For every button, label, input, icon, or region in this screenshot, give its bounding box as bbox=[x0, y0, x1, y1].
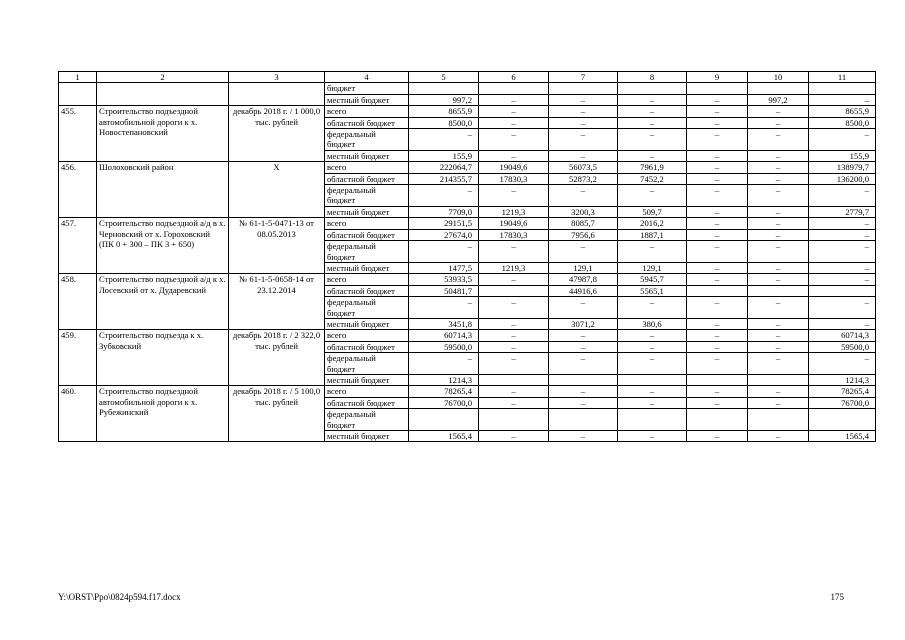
value-cell: 1887,1 bbox=[618, 229, 687, 240]
empty-cell bbox=[97, 83, 229, 106]
value-cell: 8085,7 bbox=[549, 218, 618, 229]
value-cell: 7956,6 bbox=[549, 229, 618, 240]
value-cell bbox=[549, 83, 618, 94]
budget-source-label: областной бюджет bbox=[325, 341, 409, 352]
value-cell: – bbox=[687, 229, 748, 240]
budget-source-label: местный бюджет bbox=[325, 318, 409, 329]
value-cell bbox=[618, 374, 687, 385]
value-cell: – bbox=[748, 241, 809, 263]
value-cell bbox=[748, 374, 809, 385]
value-cell: – bbox=[687, 150, 748, 161]
col-num-11: 11 bbox=[809, 72, 876, 83]
value-cell: 8655,9 bbox=[809, 106, 876, 117]
value-cell: – bbox=[618, 431, 687, 442]
value-cell: – bbox=[809, 94, 876, 105]
value-cell: – bbox=[409, 353, 479, 375]
col-num-4: 4 bbox=[325, 72, 409, 83]
value-cell: – bbox=[549, 106, 618, 117]
value-cell: – bbox=[809, 129, 876, 151]
value-cell bbox=[479, 374, 549, 385]
value-cell: – bbox=[549, 397, 618, 408]
budget-source-label: областной бюджет bbox=[325, 285, 409, 296]
col-num-10: 10 bbox=[748, 72, 809, 83]
value-cell: 3200,3 bbox=[549, 206, 618, 217]
table-row bbox=[59, 274, 876, 285]
value-cell: – bbox=[748, 206, 809, 217]
budget-source-label: всего bbox=[325, 162, 409, 173]
value-cell: – bbox=[479, 274, 549, 285]
entry-name: Шолоховский район bbox=[97, 162, 229, 218]
value-cell: 59500,0 bbox=[809, 341, 876, 352]
value-cell: – bbox=[809, 318, 876, 329]
budget-source-label: местный бюджет bbox=[325, 262, 409, 273]
table-body bbox=[59, 72, 876, 442]
value-cell: 19049,6 bbox=[479, 218, 549, 229]
value-cell: 1565,4 bbox=[409, 431, 479, 442]
value-cell: – bbox=[687, 397, 748, 408]
budget-source-label: местный бюджет bbox=[325, 206, 409, 217]
entry-document: Х bbox=[229, 162, 325, 218]
value-cell: – bbox=[549, 150, 618, 161]
budget-source-label: федеральный бюджет bbox=[325, 409, 409, 431]
value-cell: – bbox=[618, 241, 687, 263]
value-cell: 5945,7 bbox=[618, 274, 687, 285]
entry-document: декабрь 2018 г. / 5 100,0 тыс. рублей bbox=[229, 386, 325, 442]
col-num-2: 2 bbox=[97, 72, 229, 83]
col-num-7: 7 bbox=[549, 72, 618, 83]
budget-source-label: бюджет bbox=[325, 83, 409, 94]
value-cell: – bbox=[549, 185, 618, 207]
value-cell bbox=[687, 374, 748, 385]
budget-source-label: местный бюджет bbox=[325, 94, 409, 105]
value-cell: – bbox=[687, 318, 748, 329]
value-cell: – bbox=[479, 330, 549, 341]
value-cell: – bbox=[687, 173, 748, 184]
value-cell: 29151,5 bbox=[409, 218, 479, 229]
value-cell: 53933,5 bbox=[409, 274, 479, 285]
value-cell bbox=[479, 409, 549, 431]
value-cell bbox=[687, 83, 748, 94]
value-cell: – bbox=[748, 117, 809, 128]
entry-number: 457. bbox=[59, 218, 97, 274]
value-cell bbox=[549, 374, 618, 385]
budget-source-label: местный бюджет bbox=[325, 150, 409, 161]
entry-name: Строительство подъездной а/д к х. Лосевский от х. Дударевский bbox=[97, 274, 229, 330]
value-cell: – bbox=[479, 431, 549, 442]
column-number-row bbox=[59, 72, 876, 83]
entry-number: 456. bbox=[59, 162, 97, 218]
value-cell: – bbox=[687, 129, 748, 151]
value-cell: 997,2 bbox=[748, 94, 809, 105]
entry-number: 455. bbox=[59, 106, 97, 162]
value-cell: – bbox=[479, 94, 549, 105]
value-cell: 76700,0 bbox=[809, 397, 876, 408]
value-cell: – bbox=[618, 386, 687, 397]
value-cell: – bbox=[748, 173, 809, 184]
value-cell: 1214,3 bbox=[409, 374, 479, 385]
budget-source-label: федеральный бюджет bbox=[325, 241, 409, 263]
budget-source-label: всего bbox=[325, 386, 409, 397]
value-cell: – bbox=[748, 218, 809, 229]
value-cell: – bbox=[618, 150, 687, 161]
value-cell: – bbox=[618, 397, 687, 408]
value-cell: – bbox=[479, 129, 549, 151]
value-cell: – bbox=[748, 229, 809, 240]
col-num-1: 1 bbox=[59, 72, 97, 83]
value-cell: – bbox=[687, 431, 748, 442]
value-cell: – bbox=[748, 129, 809, 151]
budget-source-label: федеральный бюджет bbox=[325, 129, 409, 151]
table-row bbox=[59, 218, 876, 229]
value-cell: 2016,2 bbox=[618, 218, 687, 229]
value-cell: – bbox=[687, 218, 748, 229]
value-cell: 44916,6 bbox=[549, 285, 618, 296]
budget-source-label: всего bbox=[325, 274, 409, 285]
value-cell: – bbox=[618, 353, 687, 375]
value-cell: 1219,3 bbox=[479, 206, 549, 217]
value-cell: – bbox=[618, 330, 687, 341]
value-cell: – bbox=[479, 318, 549, 329]
value-cell: 129,1 bbox=[618, 262, 687, 273]
budget-source-label: федеральный бюджет bbox=[325, 353, 409, 375]
empty-cell bbox=[59, 83, 97, 106]
value-cell bbox=[549, 409, 618, 431]
value-cell: – bbox=[748, 274, 809, 285]
value-cell: 1477,5 bbox=[409, 262, 479, 273]
value-cell: 2779,7 bbox=[809, 206, 876, 217]
value-cell: – bbox=[549, 117, 618, 128]
value-cell: 129,1 bbox=[549, 262, 618, 273]
value-cell: – bbox=[479, 397, 549, 408]
value-cell: – bbox=[549, 129, 618, 151]
value-cell: – bbox=[479, 106, 549, 117]
value-cell: – bbox=[687, 341, 748, 352]
value-cell bbox=[618, 409, 687, 431]
budget-source-label: областной бюджет bbox=[325, 117, 409, 128]
value-cell: 59500,0 bbox=[409, 341, 479, 352]
entry-number: 459. bbox=[59, 330, 97, 386]
value-cell: 56073,5 bbox=[549, 162, 618, 173]
value-cell: 50481,7 bbox=[409, 285, 479, 296]
value-cell bbox=[809, 285, 876, 296]
value-cell: 997,2 bbox=[409, 94, 479, 105]
value-cell: – bbox=[809, 353, 876, 375]
table-row bbox=[59, 83, 876, 94]
page-number: 175 bbox=[830, 592, 844, 602]
entry-name: Строительство подъездной а/д в х. Черновский от х. Гороховский (ПК 0 + 300 – ПК 3 + 650) bbox=[97, 218, 229, 274]
value-cell: – bbox=[748, 330, 809, 341]
value-cell: – bbox=[809, 185, 876, 207]
entry-name: Строительство подъезда к х. Зубковский bbox=[97, 330, 229, 386]
col-num-8: 8 bbox=[618, 72, 687, 83]
value-cell: – bbox=[687, 241, 748, 263]
value-cell bbox=[479, 83, 549, 94]
value-cell: – bbox=[618, 106, 687, 117]
budget-source-label: местный бюджет bbox=[325, 431, 409, 442]
value-cell: – bbox=[618, 341, 687, 352]
value-cell: 7452,2 bbox=[618, 173, 687, 184]
value-cell: – bbox=[549, 297, 618, 319]
value-cell: 8500,0 bbox=[809, 117, 876, 128]
value-cell: – bbox=[409, 297, 479, 319]
value-cell: 509,7 bbox=[618, 206, 687, 217]
table-row bbox=[59, 386, 876, 397]
value-cell: – bbox=[748, 150, 809, 161]
value-cell: – bbox=[479, 341, 549, 352]
budget-source-label: местный бюджет bbox=[325, 374, 409, 385]
value-cell: – bbox=[409, 241, 479, 263]
value-cell: – bbox=[618, 297, 687, 319]
value-cell: 222064,7 bbox=[409, 162, 479, 173]
budget-source-label: федеральный бюджет bbox=[325, 185, 409, 207]
value-cell: – bbox=[479, 185, 549, 207]
value-cell: 380,6 bbox=[618, 318, 687, 329]
value-cell: 1214,3 bbox=[809, 374, 876, 385]
value-cell: – bbox=[687, 206, 748, 217]
col-num-3: 3 bbox=[229, 72, 325, 83]
table-row bbox=[59, 162, 876, 173]
value-cell: 27674,0 bbox=[409, 229, 479, 240]
value-cell: – bbox=[748, 386, 809, 397]
value-cell: – bbox=[687, 94, 748, 105]
value-cell: 155,9 bbox=[409, 150, 479, 161]
value-cell: – bbox=[687, 274, 748, 285]
entry-name: Строительство подъездной автомобильной дороги к х. Новостепановский bbox=[97, 106, 229, 162]
budget-source-label: областной бюджет bbox=[325, 173, 409, 184]
col-num-6: 6 bbox=[479, 72, 549, 83]
value-cell: – bbox=[687, 117, 748, 128]
value-cell: 7709,0 bbox=[409, 206, 479, 217]
entry-name: Строительство подъездной автомобильной дороги к х. Рубежинский bbox=[97, 386, 229, 442]
value-cell: – bbox=[549, 330, 618, 341]
value-cell: – bbox=[479, 353, 549, 375]
value-cell: 7961,9 bbox=[618, 162, 687, 173]
value-cell: – bbox=[687, 262, 748, 273]
value-cell: – bbox=[809, 262, 876, 273]
value-cell: – bbox=[618, 117, 687, 128]
budget-source-label: областной бюджет bbox=[325, 229, 409, 240]
value-cell bbox=[479, 285, 549, 296]
value-cell: – bbox=[687, 330, 748, 341]
budget-source-label: федеральный бюджет bbox=[325, 297, 409, 319]
value-cell: 3071,2 bbox=[549, 318, 618, 329]
value-cell: – bbox=[479, 117, 549, 128]
value-cell bbox=[687, 285, 748, 296]
value-cell: – bbox=[748, 106, 809, 117]
value-cell: 5565,1 bbox=[618, 285, 687, 296]
value-cell: – bbox=[687, 297, 748, 319]
value-cell: 17830,3 bbox=[479, 229, 549, 240]
value-cell: – bbox=[618, 94, 687, 105]
value-cell: 52873,2 bbox=[549, 173, 618, 184]
entry-document: № 61-1-5-0658-14 от 23.12.2014 bbox=[229, 274, 325, 330]
value-cell: – bbox=[549, 94, 618, 105]
value-cell bbox=[748, 409, 809, 431]
value-cell: 60714,3 bbox=[809, 330, 876, 341]
value-cell: 1219,3 bbox=[479, 262, 549, 273]
value-cell: – bbox=[549, 341, 618, 352]
value-cell bbox=[409, 83, 479, 94]
value-cell: 78265,4 bbox=[409, 386, 479, 397]
value-cell: – bbox=[479, 241, 549, 263]
value-cell: 136200,0 bbox=[809, 173, 876, 184]
col-num-5: 5 bbox=[409, 72, 479, 83]
value-cell: – bbox=[687, 106, 748, 117]
value-cell bbox=[748, 83, 809, 94]
value-cell: – bbox=[809, 229, 876, 240]
value-cell: – bbox=[409, 185, 479, 207]
value-cell: 8500,0 bbox=[409, 117, 479, 128]
value-cell: – bbox=[748, 162, 809, 173]
value-cell: 214355,7 bbox=[409, 173, 479, 184]
value-cell bbox=[618, 83, 687, 94]
value-cell: – bbox=[748, 353, 809, 375]
value-cell: 1565,4 bbox=[809, 431, 876, 442]
value-cell bbox=[409, 409, 479, 431]
value-cell: 19049,6 bbox=[479, 162, 549, 173]
value-cell: 78265,4 bbox=[809, 386, 876, 397]
value-cell bbox=[748, 285, 809, 296]
value-cell: – bbox=[479, 150, 549, 161]
value-cell: – bbox=[748, 262, 809, 273]
value-cell: – bbox=[409, 129, 479, 151]
value-cell: – bbox=[748, 318, 809, 329]
value-cell: – bbox=[618, 185, 687, 207]
value-cell: – bbox=[809, 218, 876, 229]
entry-document: № 61-1-5-0471-13 от 08.05.2013 bbox=[229, 218, 325, 274]
value-cell: – bbox=[549, 386, 618, 397]
empty-cell bbox=[229, 83, 325, 106]
value-cell: – bbox=[618, 129, 687, 151]
value-cell bbox=[687, 409, 748, 431]
value-cell: – bbox=[809, 297, 876, 319]
value-cell: 8655,9 bbox=[409, 106, 479, 117]
entry-number: 458. bbox=[59, 274, 97, 330]
value-cell: – bbox=[748, 431, 809, 442]
budget-source-label: всего bbox=[325, 106, 409, 117]
value-cell: 155,9 bbox=[809, 150, 876, 161]
table-row bbox=[59, 106, 876, 117]
budget-table bbox=[58, 71, 876, 442]
value-cell: 138979,7 bbox=[809, 162, 876, 173]
value-cell: – bbox=[549, 431, 618, 442]
value-cell: 3451,8 bbox=[409, 318, 479, 329]
value-cell: – bbox=[479, 297, 549, 319]
value-cell: – bbox=[809, 274, 876, 285]
value-cell: – bbox=[549, 241, 618, 263]
value-cell: 17830,3 bbox=[479, 173, 549, 184]
entry-document: декабрь 2018 г. / 2 322,0 тыс. рублей bbox=[229, 330, 325, 386]
value-cell: – bbox=[748, 185, 809, 207]
col-num-9: 9 bbox=[687, 72, 748, 83]
value-cell: – bbox=[809, 241, 876, 263]
footer-file-path: Y:\ORST\Ppo\0824p594.f17.docx bbox=[58, 592, 181, 602]
value-cell: 76700,0 bbox=[409, 397, 479, 408]
value-cell bbox=[809, 83, 876, 94]
value-cell: – bbox=[687, 185, 748, 207]
budget-source-label: областной бюджет bbox=[325, 397, 409, 408]
value-cell: – bbox=[687, 386, 748, 397]
value-cell: – bbox=[748, 397, 809, 408]
value-cell: 47987,8 bbox=[549, 274, 618, 285]
budget-source-label: всего bbox=[325, 330, 409, 341]
entry-document: декабрь 2018 г. / 1 000,0 тыс. рублей bbox=[229, 106, 325, 162]
value-cell: – bbox=[748, 341, 809, 352]
value-cell: – bbox=[479, 386, 549, 397]
value-cell: – bbox=[549, 353, 618, 375]
value-cell: – bbox=[748, 297, 809, 319]
value-cell: – bbox=[687, 162, 748, 173]
budget-source-label: всего bbox=[325, 218, 409, 229]
value-cell bbox=[809, 409, 876, 431]
value-cell: 60714,3 bbox=[409, 330, 479, 341]
table-row bbox=[59, 330, 876, 341]
entry-number: 460. bbox=[59, 386, 97, 442]
value-cell: – bbox=[687, 353, 748, 375]
